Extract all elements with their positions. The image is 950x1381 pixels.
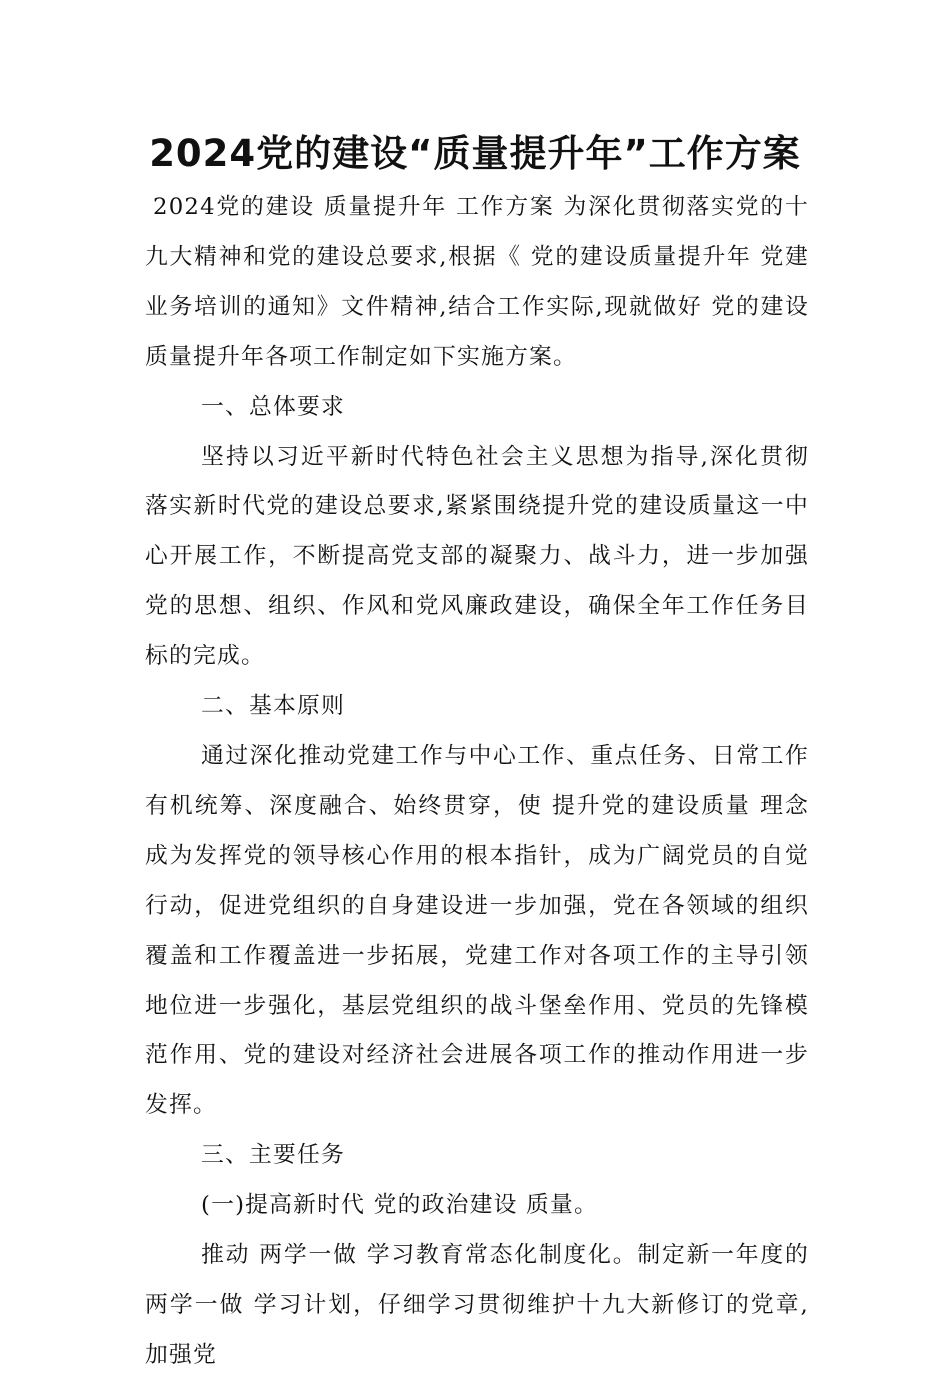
subsection-heading-political-building: (一)提高新时代 党的政治建设 质量。 — [201, 1192, 599, 1219]
document-body — [145, 183, 809, 1381]
general-requirements-paragraph: 坚持以习近平新时代特色社会主义思想为指导,深化贯彻落实新时代党的建设总要求,紧紧围绕提升党的建设质量这一中心开展工作，不断提高党支部的凝聚力、战斗力，进一步加强党的思想、组织、作风和党风廉政建设，确保全年工作任务目标的完成。 — [145, 443, 809, 670]
document-title: 2024党的建设“质量提升年”工作方案 — [149, 132, 801, 175]
section-heading-basic-principles: 二、基本原则 — [201, 693, 345, 720]
section-heading-general-requirements: 一、总体要求 — [201, 393, 345, 420]
basic-principles-paragraph: 通过深化推动党建工作与中心工作、重点任务、日常工作有机统筹、深度融合、始终贯穿，使 提升党的建设质量 理念成为发挥党的领导核心作用的根本指针，成为广阔党员的自觉行动，促进党组织的自身建设进一步加强，党在各领域的组织覆盖和工作覆盖进一步拓展，党建工作对各项工作的主导引领地位进一步强化，基层党组织的战斗堡垒作用、党员的先锋模范作用、党的建设对经济社会进展各项工作的推动作用进一步发挥。 — [145, 742, 809, 1119]
intro-paragraph: 2024党的建设 质量提升年 工作方案 为深化贯彻落实党的十九大精神和党的建设总要求,根据《 党的建设质量提升年 党建业务培训的通知》文件精神,结合工作实际,现就做好 党的建设质量提升年各项工作制定如下实施方案。 — [145, 194, 809, 370]
political-building-paragraph: 推动 两学一做 学习教育常态化制度化。制定新一年度的 两学一做 学习计划，仔细学习贯彻维护十九大新修订的党章,加强党 — [145, 1242, 809, 1368]
section-heading-main-tasks: 三、主要任务 — [201, 1142, 345, 1169]
